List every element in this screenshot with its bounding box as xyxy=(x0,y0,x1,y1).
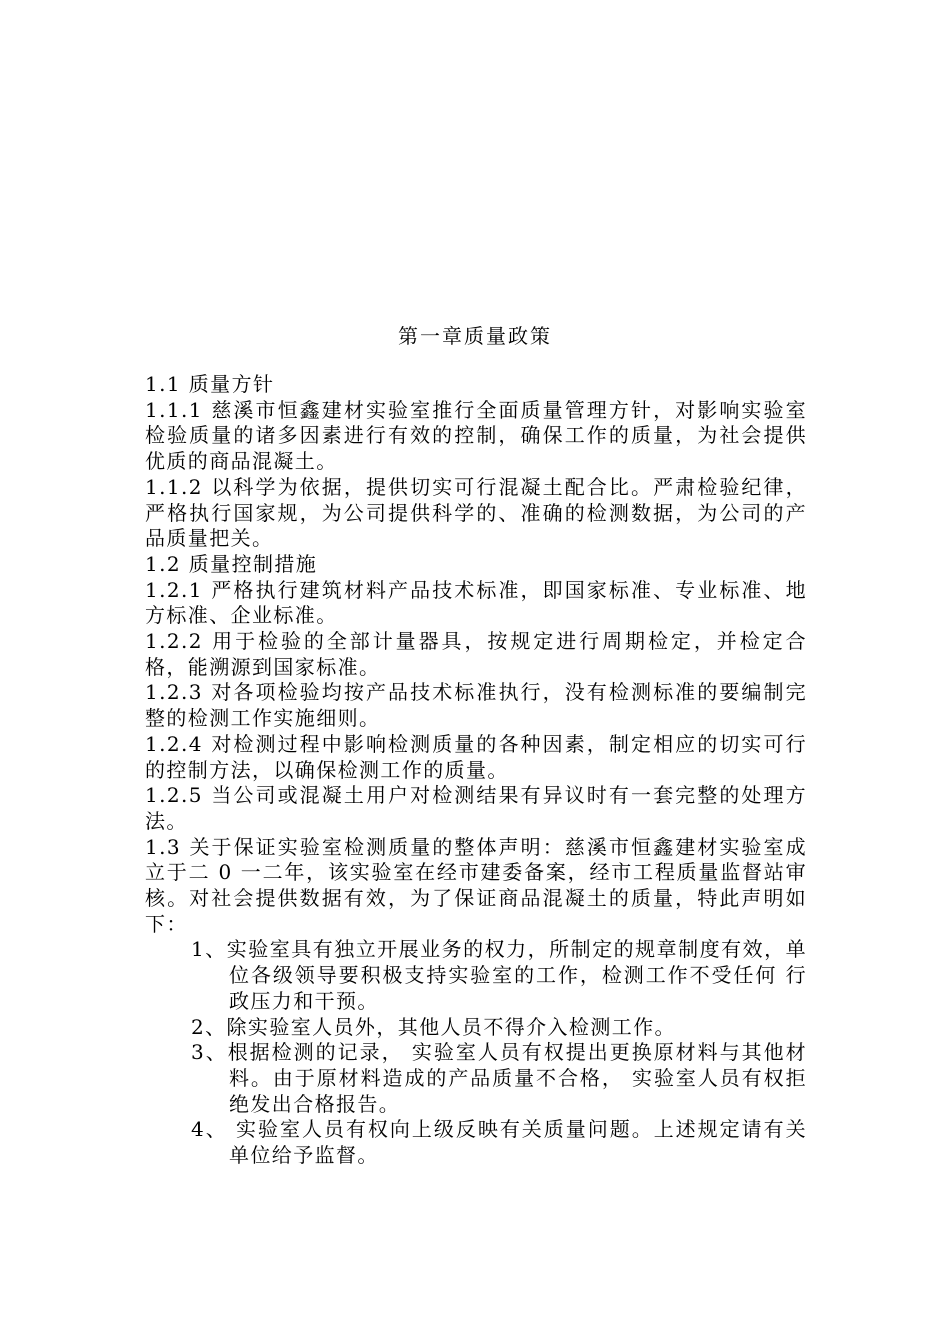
chapter-title: 第一章质量政策 xyxy=(398,324,552,348)
paragraph-1-2-1: 1.2.1 严格执行建筑材料产品技术标准，即国家标准、专业标准、地方标准、企业标准。 xyxy=(145,577,807,628)
paragraph-1-2-3: 1.2.3 对各项检验均按产品技术标准执行，没有检测标准的要编制完 整的检测工作实施细则。 xyxy=(145,680,807,731)
paragraph-1-2-2: 1.2.2 用于检验的全部计量器具，按规定进行周期检定，并检定合格，能溯源到国家标准。 xyxy=(145,629,807,679)
declaration-item-3: 3、根据检测的记录， 实验室人员有权提出更换原材料与其他材料。由于原材料造成的产品质量不合格， 实验室人员有权拒 绝发出合格报告。 xyxy=(191,1040,807,1116)
declaration-item-2: 2、除实验室人员外，其他人员不得介入检测工作。 xyxy=(191,1014,676,1039)
section-heading-1-1: 1.1 质量方针 xyxy=(145,372,275,396)
paragraph-1-1-1: 1.1.1 慈溪市恒鑫建材实验室推行全面质量管理方针，对影响实验室检验质量的诸多因素进行有效的控制，确保工作的质量，为社会提供优质的商品混凝土。 xyxy=(145,397,807,474)
document-body xyxy=(145,372,807,1169)
paragraph-1-2-5: 1.2.5 当公司或混凝土用户对检测结果有异议时有一套完整的处理方法。 xyxy=(145,783,807,833)
declaration-item-4: 4、 实验室人员有权向上级反映有关质量问题。上述规定请有关单位给予监督。 xyxy=(191,1117,807,1168)
paragraph-1-2-4: 1.2.4 对检测过程中影响检测质量的各种因素，制定相应的切实可行的控制方法，以确保检测工作的质量。 xyxy=(145,731,807,782)
paragraph-1-3: 1.3 关于保证实验室检测质量的整体声明：慈溪市恒鑫建材实验室成立于二 0 一二年，该实验室在经市建委备案，经市工程质量监督站审核。对社会提供数据有效，为了保证商品混凝土的质量，特此声明如下： xyxy=(145,834,807,936)
paragraph-1-1-2: 1.1.2 以科学为依据，提供切实可行混凝土配合比。严肃检验纪律，严格执行国家规，为公司提供科学的、准确的检测数据，为公司的产品质量把关。 xyxy=(145,474,807,551)
declaration-item-1: 1、实验室具有独立开展业务的权力，所制定的规章制度有效，单位各级领导要积极支持实验室的工作，检测工作不受任何 行政压力和干预。 xyxy=(191,937,807,1013)
section-heading-1-2: 1.2 质量控制措施 xyxy=(145,551,318,576)
